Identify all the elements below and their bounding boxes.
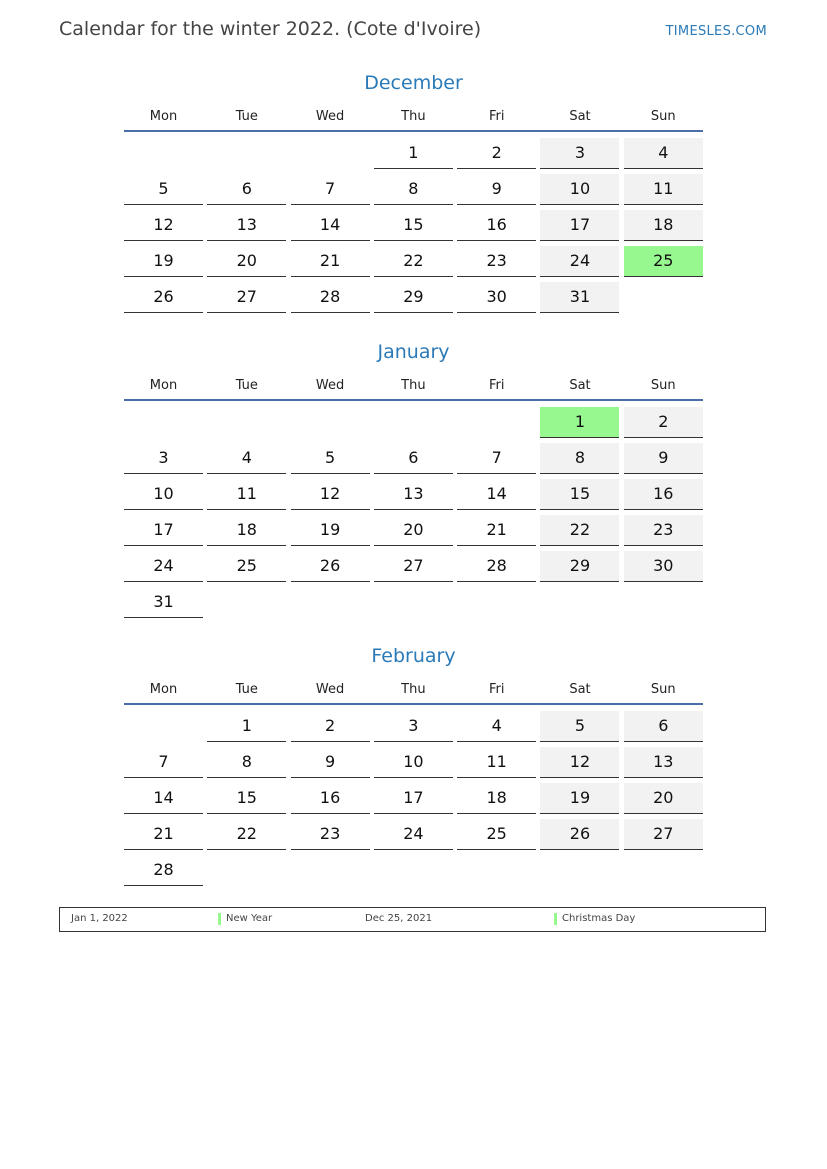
holiday-legend [59,907,766,932]
month-name: February [371,645,456,667]
weekday-label: Sun [650,682,676,697]
legend-holiday-name: New Year [226,913,273,924]
weekday-label: Fri [488,109,505,124]
day-cell: 7 [124,747,203,778]
weekday-label: Sat [569,378,591,393]
day-cell: 16 [457,210,536,241]
weekday-label: Sun [650,378,676,393]
weekday-label: Tue [235,378,258,393]
day-cell: 27 [207,282,286,313]
day-cell: 27 [624,819,703,850]
day-cell: 12 [291,479,370,510]
weekday-label: Thu [401,109,426,124]
day-cell: 13 [374,479,453,510]
weekday-header [124,104,703,132]
holiday-marker-icon [218,913,221,925]
day-cell: 18 [457,783,536,814]
day-cell: 20 [374,515,453,546]
day-cell: 31 [540,282,619,313]
month-name: January [377,341,450,363]
month-name: December [364,72,463,94]
day-cell: 30 [624,551,703,582]
day-cell: 22 [540,515,619,546]
day-cell: 27 [374,551,453,582]
weekday-label: Fri [488,682,505,697]
day-cell: 1 [374,138,453,169]
day-cell: 18 [207,515,286,546]
day-grid [124,138,703,313]
day-cell: 11 [457,747,536,778]
day-cell: 10 [540,174,619,205]
day-cell: 9 [457,174,536,205]
month-february [124,643,703,886]
weekday-label: Tue [235,682,258,697]
day-cell: 21 [457,515,536,546]
day-cell: 5 [291,443,370,474]
day-cell: 16 [624,479,703,510]
day-cell: 10 [374,747,453,778]
day-cell: 24 [124,551,203,582]
day-cell: 2 [624,407,703,438]
day-cell: 4 [624,138,703,169]
day-cell: 14 [124,783,203,814]
holiday-day-cell: 1 [540,407,619,438]
weekday-label: Wed [315,109,345,124]
weekday-label: Wed [315,682,345,697]
day-cell: 25 [457,819,536,850]
weekday-label: Sat [569,109,591,124]
legend-holiday-name: Christmas Day [562,913,636,924]
day-cell: 6 [624,711,703,742]
day-cell: 11 [207,479,286,510]
weekday-label: Sun [650,109,676,124]
day-cell: 14 [457,479,536,510]
day-cell: 8 [374,174,453,205]
day-cell: 26 [291,551,370,582]
day-cell: 6 [207,174,286,205]
day-cell: 15 [540,479,619,510]
weekday-label: Thu [401,378,426,393]
day-cell: 23 [291,819,370,850]
day-cell: 5 [540,711,619,742]
day-cell: 9 [624,443,703,474]
day-cell: 15 [374,210,453,241]
day-cell: 7 [457,443,536,474]
day-cell: 1 [207,711,286,742]
holiday-marker-icon [554,913,557,925]
day-cell: 3 [374,711,453,742]
day-cell: 20 [624,783,703,814]
day-cell: 30 [457,282,536,313]
day-cell: 8 [207,747,286,778]
day-cell: 24 [540,246,619,277]
day-cell: 3 [540,138,619,169]
month-january [124,339,703,618]
day-cell: 9 [291,747,370,778]
day-cell: 18 [624,210,703,241]
day-cell: 21 [124,819,203,850]
weekday-header [124,677,703,705]
day-cell: 2 [291,711,370,742]
day-cell: 17 [540,210,619,241]
day-cell: 3 [124,443,203,474]
day-cell: 20 [207,246,286,277]
day-cell: 24 [374,819,453,850]
day-cell: 28 [457,551,536,582]
day-cell: 22 [374,246,453,277]
day-cell: 4 [207,443,286,474]
page-title: Calendar for the winter 2022. (Cote d'Ivoire) [59,18,482,40]
legend-date: Dec 25, 2021 [365,913,433,924]
day-cell: 28 [124,855,203,886]
day-cell: 11 [624,174,703,205]
day-cell: 19 [540,783,619,814]
weekday-label: Fri [488,378,505,393]
day-cell: 5 [124,174,203,205]
day-cell: 17 [374,783,453,814]
day-cell: 14 [291,210,370,241]
month-december [124,70,703,313]
weekday-label: Sat [569,682,591,697]
day-cell: 7 [291,174,370,205]
day-grid [124,407,703,618]
day-cell: 29 [374,282,453,313]
day-grid [124,711,703,886]
weekday-label: Tue [235,109,258,124]
weekday-header [124,373,703,401]
day-cell: 12 [124,210,203,241]
weekday-label: Thu [401,682,426,697]
weekday-label: Wed [315,378,345,393]
day-cell: 28 [291,282,370,313]
day-cell: 25 [207,551,286,582]
day-cell: 26 [124,282,203,313]
day-cell: 26 [540,819,619,850]
day-cell: 19 [291,515,370,546]
legend-date: Jan 1, 2022 [71,913,128,924]
weekday-label: Mon [149,378,178,393]
day-cell: 23 [457,246,536,277]
day-cell: 2 [457,138,536,169]
day-cell: 8 [540,443,619,474]
day-cell: 21 [291,246,370,277]
day-cell: 17 [124,515,203,546]
day-cell: 13 [624,747,703,778]
day-cell: 10 [124,479,203,510]
day-cell: 23 [624,515,703,546]
day-cell: 29 [540,551,619,582]
day-cell: 19 [124,246,203,277]
day-cell: 15 [207,783,286,814]
brand-link[interactable]: TIMESLES.COM [665,24,767,39]
day-cell: 4 [457,711,536,742]
day-cell: 6 [374,443,453,474]
weekday-label: Mon [149,109,178,124]
weekday-label: Mon [149,682,178,697]
day-cell: 22 [207,819,286,850]
day-cell: 16 [291,783,370,814]
holiday-day-cell: 25 [624,246,703,277]
day-cell: 13 [207,210,286,241]
day-cell: 31 [124,587,203,618]
day-cell: 12 [540,747,619,778]
